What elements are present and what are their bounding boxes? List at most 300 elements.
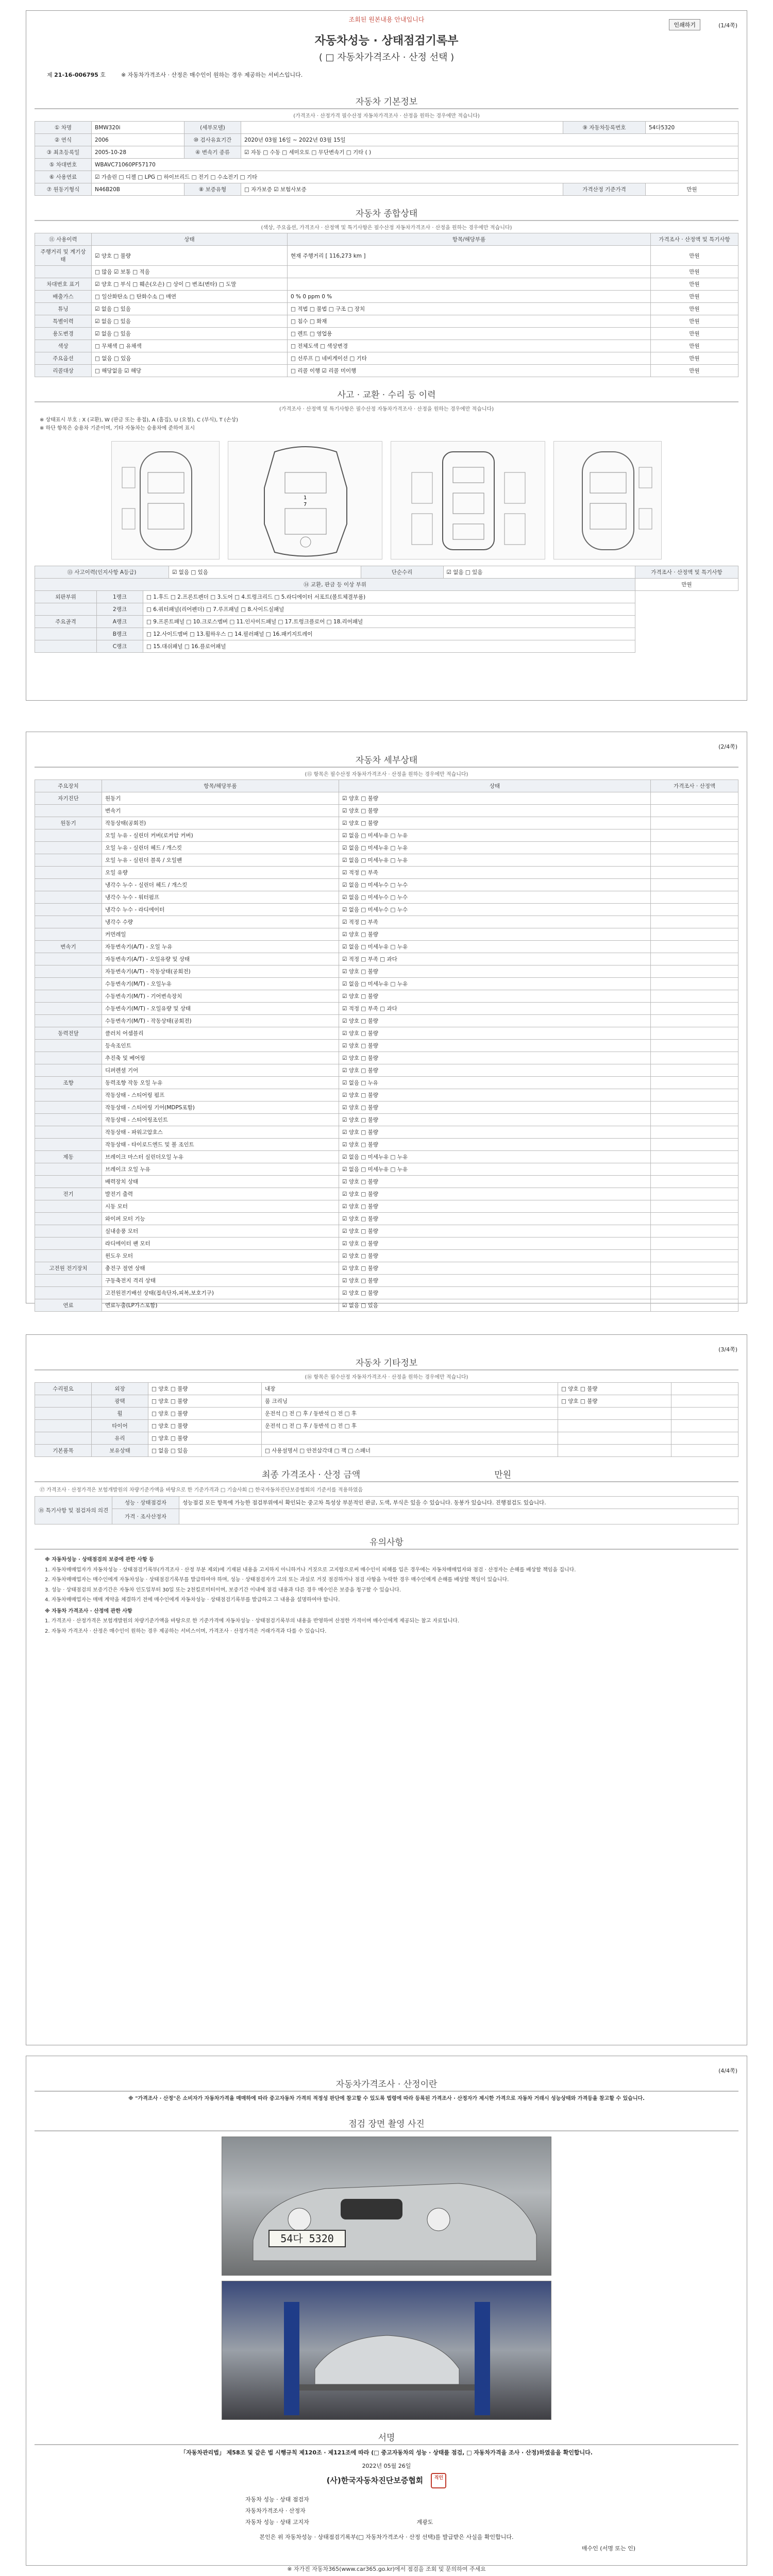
table-row xyxy=(35,1225,738,1238)
detail-price xyxy=(651,1101,738,1114)
detail-device xyxy=(35,891,102,904)
table-row xyxy=(35,1497,738,1509)
table-row xyxy=(35,1287,738,1299)
detail-price xyxy=(651,1250,738,1262)
table-row xyxy=(35,1395,738,1408)
basic-info-heading: 자동차 기본정보 xyxy=(35,91,738,109)
label-base-price: 가격산정 기준가격 xyxy=(563,183,646,196)
col-detail: 항목/해당부품 xyxy=(288,233,651,246)
detail-item: 라디에이터 팬 모터 xyxy=(102,1238,339,1250)
label-price-opinion: 가격 · 조사산정자 xyxy=(112,1509,179,1524)
rank-table xyxy=(35,578,738,653)
detail-device xyxy=(35,1114,102,1126)
overall-detail: 현재 주행거리 [ 116,273 km ] xyxy=(288,246,651,266)
label-transmission: ④ 변속기 종류 xyxy=(184,146,241,159)
other-state: □ 양호 □ 불량 xyxy=(148,1395,262,1408)
overall-detail: □ 침수 □ 화재 xyxy=(288,315,651,328)
other-note: (⑯ 항목은 필수산정 자동차가격조사 · 산정을 원하는 경우에만 적습니다) xyxy=(305,1375,468,1380)
detail-state: ☑ 양호 □ 불량 xyxy=(339,1188,651,1200)
label-accident-history: ⑬ 사고이력(인지사항 A등급) xyxy=(35,566,169,579)
table-row xyxy=(35,953,738,965)
signer-label: 자동차 성능 · 상태 점검자 xyxy=(245,2496,309,2503)
col-price: 가격조사 · 산정액 및 특기사항 xyxy=(651,233,738,246)
detail-item: 브레이크 마스터 실린더오일 누유 xyxy=(102,1151,339,1163)
table-row xyxy=(35,266,738,278)
rank-table-heading: ⑭ 교환, 판금 등 이상 부위 xyxy=(35,579,635,591)
detail-device xyxy=(35,1213,102,1225)
detail-device: 자기진단 xyxy=(35,792,102,805)
notice-heading: 자동차가격조사 · 산정이란 xyxy=(35,2074,738,2092)
overall-price: 만원 xyxy=(651,266,738,278)
detail-price xyxy=(651,904,738,916)
caution-line: 4. 자동차매매업자는 매매 계약을 체결하기 전에 매수인에게 자동차성능 · 상태점검기록부를 발급하고 그 내용을 설명하여야 합니다. xyxy=(45,1597,340,1603)
detail-device: 제동 xyxy=(35,1151,102,1163)
col-usage: ⑪ 사용이력 xyxy=(35,233,92,246)
other-item: 보유상태 xyxy=(92,1445,148,1457)
table-row xyxy=(35,1126,738,1139)
detail-item: 배력장치 상태 xyxy=(102,1176,339,1188)
label-inspector-opinion: 성능 · 상태점검자 xyxy=(112,1497,179,1509)
table-row xyxy=(242,2505,531,2516)
detail-item: 자동변속기(A/T) - 작동상태(공회전) xyxy=(102,965,339,978)
page-1 xyxy=(26,10,747,701)
table-row xyxy=(35,616,738,628)
detail-price xyxy=(651,829,738,842)
signer-table xyxy=(242,2494,531,2528)
detail-state: ☑ 양호 □ 불량 xyxy=(339,805,651,817)
detail-device: 고전원 전기장치 xyxy=(35,1262,102,1275)
value-accident-history: ☑ 없음 □ 있음 xyxy=(169,566,361,579)
overall-heading: 자동차 종합상태 xyxy=(35,203,738,221)
overall-price: 만원 xyxy=(651,278,738,291)
table-row xyxy=(35,1052,738,1064)
other-state: □ 양호 □ 불량 xyxy=(148,1432,262,1445)
detail-item: 커먼레일 xyxy=(102,928,339,941)
detail-price xyxy=(651,928,738,941)
detail-device xyxy=(35,1139,102,1151)
table-row xyxy=(35,146,738,159)
detail-device xyxy=(35,1225,102,1238)
label-engine-type: ⑦ 원동기형식 xyxy=(35,183,92,196)
detail-price xyxy=(651,965,738,978)
detail-price xyxy=(651,1126,738,1139)
other-item: 타이어 xyxy=(92,1420,148,1432)
overall-state: ☑ 없음 □ 있음 xyxy=(92,303,288,315)
table-row xyxy=(35,159,738,171)
accident-summary-table xyxy=(35,566,738,579)
table-row xyxy=(35,1250,738,1262)
caution-heading-line: ※ 자동차성능 · 상태점검의 보증에 관한 사항 등 xyxy=(45,1557,154,1563)
other-item: 외장 xyxy=(92,1383,148,1395)
table-row xyxy=(35,1383,738,1395)
other-item: 유리 xyxy=(92,1432,148,1445)
detail-state: ☑ 양호 □ 불량 xyxy=(339,990,651,1003)
detail-item: 수동변속기(M/T) - 작동상태(공회전) xyxy=(102,1015,339,1027)
other-price xyxy=(671,1432,738,1445)
overall-price: 만원 xyxy=(651,303,738,315)
detail-device xyxy=(35,867,102,879)
other-state-2: □ 양호 □ 불량 xyxy=(558,1395,671,1408)
table-row xyxy=(35,1420,738,1432)
buyer-confirmation: 본인은 위 자동차성능 · 상태점검기록부(□ 자동차가격조사 · 산정 선택)를 발급받은 사실을 확인합니다. xyxy=(259,2533,514,2540)
detail-device xyxy=(35,1238,102,1250)
detail-state: ☑ 없음 □ 미세누유 □ 누유 xyxy=(339,978,651,990)
other-price xyxy=(671,1383,738,1395)
caution-heading-line: ※ 자동차 가격조사 · 산정에 관한 사항 xyxy=(45,1608,132,1614)
table-row xyxy=(35,891,738,904)
overall-state: ☑ 양호 □ 불량 xyxy=(92,246,288,266)
detail-item: 브레이크 오일 누유 xyxy=(102,1163,339,1176)
detail-device xyxy=(35,1064,102,1077)
table-row xyxy=(35,183,738,196)
caution-text xyxy=(35,1550,738,1640)
table-row xyxy=(242,2516,531,2528)
detail-state: ☑ 양호 □ 불량 xyxy=(339,1176,651,1188)
label-detail-model: (세부모델) xyxy=(184,122,241,134)
basic-info-table xyxy=(35,121,738,196)
final-price-title: 최종 가격조사 · 산정 금액 xyxy=(261,1470,361,1480)
table-row xyxy=(35,1163,738,1176)
table-row xyxy=(35,842,738,854)
table-row xyxy=(35,278,738,291)
detail-device: 연료 xyxy=(35,1299,102,1312)
detail-state: ☑ 없음 □ 미세누유 □ 누유 xyxy=(339,854,651,867)
detail-device xyxy=(35,904,102,916)
detail-state: ☑ 적정 □ 부족 □ 과다 xyxy=(339,1003,651,1015)
other-item: 광택 xyxy=(92,1395,148,1408)
detail-state: ☑ 없음 □ 미세누유 □ 누유 xyxy=(339,829,651,842)
overall-table xyxy=(35,233,738,377)
overall-price: 만원 xyxy=(651,246,738,266)
detail-price xyxy=(651,1213,738,1225)
detail-price xyxy=(651,854,738,867)
detail-price xyxy=(651,1151,738,1163)
caution-heading: 유의사항 xyxy=(35,1532,738,1550)
value-plate-number: 54다5320 xyxy=(646,122,738,134)
detail-price xyxy=(651,1176,738,1188)
table-row xyxy=(35,1275,738,1287)
svg-text:1: 1 xyxy=(304,495,307,501)
car-on-lift-illustration xyxy=(222,2281,551,2419)
detail-state: ☑ 적정 □ 부족 □ 과다 xyxy=(339,953,651,965)
overall-detail: □ 리콜 이행 ☑ 리콜 미이행 xyxy=(288,365,651,377)
overall-item: 리콜대상 xyxy=(35,365,92,377)
car-front-photo-illustration xyxy=(222,2137,551,2275)
table-row xyxy=(35,246,738,266)
detail-item: 냉각수 누수 - 실린더 헤드 / 개스킷 xyxy=(102,879,339,891)
detail-item: 작동상태 - 파워고압호스 xyxy=(102,1126,339,1139)
doc-note: ※ 자동차가격조사 · 산정은 매수인이 원하는 경우 제공하는 서비스입니다. xyxy=(121,72,303,78)
label-special-notes: ⑱ 특기사항 및 점검자의 의견 xyxy=(35,1497,112,1524)
rank-level: A랭크 xyxy=(97,616,143,628)
col-device: 주요장치 xyxy=(35,780,102,792)
table-row xyxy=(35,1432,738,1445)
detail-price xyxy=(651,1052,738,1064)
rank-items: □ 12.사이드멤버 □ 13.휠하우스 □ 14.필러패널 □ 16.패키지트레이 xyxy=(143,628,635,640)
table-row xyxy=(35,566,738,579)
signer-name xyxy=(413,2505,469,2516)
final-price-unit: 만원 xyxy=(494,1470,512,1480)
other-state-2 xyxy=(558,1408,671,1420)
detail-price xyxy=(651,867,738,879)
detail-device xyxy=(35,1089,102,1101)
detail-state: ☑ 양호 □ 불량 xyxy=(339,1015,651,1027)
col-detail-price: 가격조사 · 산정액 xyxy=(651,780,738,792)
table-row xyxy=(35,1445,738,1457)
value-car-name: BMW320i xyxy=(92,122,184,134)
detail-item: 고전원전기배선 상태(접속단자,피복,보호기구) xyxy=(102,1287,339,1299)
page-4 xyxy=(26,2056,747,2572)
overall-item xyxy=(35,266,92,278)
detail-price xyxy=(651,1089,738,1101)
other-label xyxy=(35,1420,92,1432)
car-side-right-diagram xyxy=(553,441,662,560)
value-vin: WBAVC71060PF57170 xyxy=(92,159,738,171)
rank-level: 2랭크 xyxy=(97,603,143,616)
overall-price: 만원 xyxy=(651,340,738,352)
other-heading: 자동차 기타정보 xyxy=(35,1352,738,1370)
page-number: (2/4쪽) xyxy=(718,743,737,750)
original-notice: 조회된 원본내용 안내입니다 xyxy=(348,16,425,23)
col-detail-state: 상태 xyxy=(339,780,651,792)
detail-heading: 자동차 세부상태 xyxy=(35,750,738,768)
detail-state: ☑ 양호 □ 불량 xyxy=(339,1238,651,1250)
photo-heading: 점검 장면 촬영 사진 xyxy=(35,2113,738,2131)
other-state-2 xyxy=(558,1445,671,1457)
table-row xyxy=(35,628,738,640)
sign-heading: 서명 xyxy=(35,2427,738,2445)
detail-item: 수동변속기(M/T) - 기어변속장치 xyxy=(102,990,339,1003)
detail-state: ☑ 양호 □ 불량 xyxy=(339,1262,651,1275)
detail-price xyxy=(651,1064,738,1077)
detail-device xyxy=(35,1287,102,1299)
table-row xyxy=(35,904,738,916)
page-3 xyxy=(26,1334,747,2045)
table-row xyxy=(35,579,738,591)
overall-detail: 0 % 0 ppm 0 % xyxy=(288,291,651,303)
other-state: □ 없음 □ 있음 xyxy=(148,1445,262,1457)
detail-device xyxy=(35,990,102,1003)
table-row xyxy=(242,2494,531,2505)
table-row xyxy=(35,352,738,365)
detail-price xyxy=(651,916,738,928)
table-row xyxy=(35,315,738,328)
table-row xyxy=(35,640,738,653)
overall-state: □ 무채색 □ 유채색 xyxy=(92,340,288,352)
detail-item: 발전기 출력 xyxy=(102,1188,339,1200)
table-row xyxy=(35,1176,738,1188)
overall-price: 만원 xyxy=(651,328,738,340)
detail-price xyxy=(651,1200,738,1213)
detail-item: 수동변속기(M/T) - 오일누유 xyxy=(102,978,339,990)
detail-item: 오일 누유 - 실린더 커버(로커암 커버) xyxy=(102,829,339,842)
inspection-photo-front xyxy=(222,2137,551,2276)
caution-line: 2. 자동차 가격조사 · 산정은 매수인이 원하는 경우 제공하는 서비스이며, 가격조사 · 산정가격은 거래가격과 다를 수 있습니다. xyxy=(45,1628,327,1634)
detail-device xyxy=(35,953,102,965)
overall-price: 만원 xyxy=(651,365,738,377)
other-label xyxy=(35,1432,92,1445)
table-row xyxy=(35,817,738,829)
detail-table xyxy=(35,779,738,1312)
detail-device xyxy=(35,1126,102,1139)
table-row xyxy=(35,965,738,978)
basic-info-note: (가격조사 · 산정가격 필수산정 자동차가격조사 · 산정을 원하는 경우에만 적습니다) xyxy=(293,113,480,119)
other-item-2: 내장 xyxy=(262,1383,558,1395)
other-table xyxy=(35,1382,738,1457)
value-inspector-opinion: 성능점검 모든 항목에 가능한 점검부위에서 확인되는 중고차 특성상 부분적인 판금, 도색, 부식은 있을 수 있습니다. 동봉가 있습니다. 진행점검도 있습니다. xyxy=(179,1497,738,1509)
value-year: 2006 xyxy=(92,134,184,146)
other-state: □ 양호 □ 불량 xyxy=(148,1420,262,1432)
detail-state: ☑ 양호 □ 불량 xyxy=(339,965,651,978)
detail-item: 추진축 및 베어링 xyxy=(102,1052,339,1064)
detail-item: 와이퍼 모터 기능 xyxy=(102,1213,339,1225)
overall-detail xyxy=(288,278,651,291)
label-year: ② 연식 xyxy=(35,134,92,146)
detail-state: ☑ 없음 □ 미세누수 □ 누수 xyxy=(339,904,651,916)
overall-item: 배출가스 xyxy=(35,291,92,303)
overall-detail: □ 렌트 □ 영업용 xyxy=(288,328,651,340)
rank-level: B랭크 xyxy=(97,628,143,640)
notice-text: ※ "가격조사 · 산정"은 소비자가 자동차가격을 매매하에 따라 중고자동차 가격의 적정성 판단에 참고할 수 있도록 법령에 따라 등록된 가격조사 · 산정자가 제시한 가격으로 자동차 거래시 성능상태와 가격등을 참고할 수 있습니다. xyxy=(128,2096,645,2102)
detail-device xyxy=(35,854,102,867)
detail-state: ☑ 양호 □ 불량 xyxy=(339,1027,651,1040)
bottom-notice: ※ 자가진 자동차365(www.car365.go.kr)에서 점검을 조회 및 문의하여 주세요 xyxy=(287,2565,486,2572)
rank-items: □ 9.프론트패널 □ 10.크로스멤버 □ 11.인사이드패널 □ 17.트렁크플로어 □ 18.리어패널 xyxy=(143,616,635,628)
table-row xyxy=(35,122,738,134)
overall-price: 만원 xyxy=(651,315,738,328)
document-subtitle: ( □ 자동차가격조사 · 산정 선택 ) xyxy=(318,52,455,63)
buyer-sign: 매수인 (서명 또는 인) xyxy=(581,2545,635,2552)
table-row xyxy=(35,867,738,879)
other-price xyxy=(671,1408,738,1420)
detail-device xyxy=(35,1015,102,1027)
detail-item: 오일 누유 - 실린더 블록 / 오일팬 xyxy=(102,854,339,867)
other-state-2 xyxy=(558,1420,671,1432)
value-fuel: ☑ 가솔린 □ 디젤 □ LPG □ 하이브리드 □ 전기 □ 수소전기 □ 기타 xyxy=(92,171,738,183)
caution-line: 3. 성능 · 상태점검의 보증기간은 자동차 인도일부터 30일 또는 2천킬로미터이며, 보증기간 이내에 점검 내용과 다른 경우 매수인은 보증을 청구할 수 있습니다. xyxy=(45,1587,401,1593)
detail-price xyxy=(651,953,738,965)
col-accident-price: 가격조사 · 산정액 및 특기사항 xyxy=(635,566,738,579)
table-row xyxy=(35,928,738,941)
legend-line-1: ※ 상태표시 부호 : X (교환), W (판금 또는 용접), A (흠집), U (요철), C (부식), T (손상) xyxy=(40,417,239,423)
caution-line: 1. 가격조사 · 산정가격은 보험개발원의 차량기준가액을 바탕으로 한 기준가격에 자동차성능 · 상태점검기록부의 내용을 반영하여 산정한 가격이며 매수인에게 제공되는 참고 자료입니다. xyxy=(45,1618,459,1624)
overall-state: □ 해당없음 ☑ 해당 xyxy=(92,365,288,377)
rank-group: 주요골격 xyxy=(35,616,97,628)
table-row xyxy=(35,340,738,352)
other-label xyxy=(35,1395,92,1408)
detail-state: ☑ 양호 □ 불량 xyxy=(339,1139,651,1151)
detail-item: 냉각수 누수 - 라디에이터 xyxy=(102,904,339,916)
detail-price xyxy=(651,1287,738,1299)
col-state: 상태 xyxy=(92,233,288,246)
print-button[interactable]: 인쇄하기 xyxy=(669,19,700,30)
detail-item: 자동변속기(A/T) - 오일 누유 xyxy=(102,941,339,953)
car-side-left-diagram xyxy=(111,441,220,560)
signer-sign-slot xyxy=(469,2505,531,2516)
signer-name xyxy=(413,2494,469,2505)
detail-device xyxy=(35,842,102,854)
other-item-2 xyxy=(262,1432,558,1445)
page-number: (1/4쪽) xyxy=(718,22,737,29)
detail-state: ☑ 양호 □ 불량 xyxy=(339,1052,651,1064)
value-warranty: □ 자가보증 ☑ 보험사보증 xyxy=(241,183,563,196)
table-row xyxy=(35,1089,738,1101)
rank-items: □ 1.후드 □ 2.프론트펜더 □ 3.도어 □ 4.트렁크리드 □ 5.라디에이터 서포트(볼트체결부품) xyxy=(143,591,635,603)
other-item-2: 운전석 □ 전 □ 후 / 동반석 □ 전 □ 후 xyxy=(262,1408,558,1420)
other-state: □ 양호 □ 불량 xyxy=(148,1408,262,1420)
rank-price: 만원 xyxy=(635,579,738,591)
legend-line-2: ※ 하단 항목은 승용차 기준이며, 기타 자동차는 승용차에 준하여 표시 xyxy=(40,426,195,431)
table-row xyxy=(35,1139,738,1151)
table-row xyxy=(35,805,738,817)
detail-item: 실내송풍 모터 xyxy=(102,1225,339,1238)
detail-device xyxy=(35,1200,102,1213)
signer-label: 자동차가격조사 · 산정자 xyxy=(245,2507,306,2514)
detail-state: ☑ 없음 □ 미세누유 □ 누유 xyxy=(339,941,651,953)
detail-item: 수동변속기(M/T) - 오일유량 및 상태 xyxy=(102,1003,339,1015)
detail-device xyxy=(35,1003,102,1015)
inspection-photo-lift xyxy=(222,2281,551,2420)
value-inspection-period: 2020년 03월 16일 ~ 2022년 03월 15일 xyxy=(241,134,738,146)
detail-device xyxy=(35,1275,102,1287)
value-first-registration: 2005-10-28 xyxy=(92,146,184,159)
label-simple-repair: 단순수리 xyxy=(361,566,443,579)
table-row xyxy=(35,1262,738,1275)
detail-state: ☑ 양호 □ 불량 xyxy=(339,1126,651,1139)
other-state-2 xyxy=(558,1432,671,1445)
detail-item: 오일 유량 xyxy=(102,867,339,879)
table-header-row xyxy=(35,233,738,246)
detail-price xyxy=(651,1225,738,1238)
detail-item: 연료누출(LP가스포함) xyxy=(102,1299,339,1312)
detail-device xyxy=(35,1052,102,1064)
rank-level: C랭크 xyxy=(97,640,143,653)
detail-state: ☑ 없음 □ 미세누유 □ 누유 xyxy=(339,1151,651,1163)
doc-suffix: 호 xyxy=(100,72,106,78)
detail-state: ☑ 양호 □ 불량 xyxy=(339,1213,651,1225)
table-row xyxy=(35,978,738,990)
sign-date: 2022년 05월 26일 xyxy=(362,2462,411,2469)
signer-label: 자동차 성능 · 상태 고지자 xyxy=(245,2518,309,2526)
table-row xyxy=(35,1101,738,1114)
overall-state: □ 일산화탄소 □ 탄화수소 □ 매연 xyxy=(92,291,288,303)
detail-item: 오일 누유 - 실린더 헤드 / 개스킷 xyxy=(102,842,339,854)
detail-device xyxy=(35,1040,102,1052)
table-row xyxy=(35,1027,738,1040)
detail-price xyxy=(651,1040,738,1052)
overall-state: □ 없음 □ 있음 xyxy=(92,352,288,365)
overall-item: 특별이력 xyxy=(35,315,92,328)
overall-state: ☑ 양호 □ 부식 □ 훼손(오손) □ 상이 □ 변조(변타) □ 도말 xyxy=(92,278,288,291)
final-price-note: ⑰ 가격조사 · 산정가격은 보험개발원의 차량기준가액을 바탕으로 한 기준가격과 □ 기술사회 □ 한국자동차진단보증협회의 기준서를 적용하였음 xyxy=(40,1487,363,1493)
other-item-2: □ 사용설명서 □ 안전삼각대 □ 잭 □ 스패너 xyxy=(262,1445,558,1457)
other-price xyxy=(671,1395,738,1408)
detail-state: ☑ 없음 □ 미세누유 □ 누유 xyxy=(339,842,651,854)
detail-price xyxy=(651,1262,738,1275)
detail-state: ☑ 양호 □ 불량 xyxy=(339,1101,651,1114)
detail-device xyxy=(35,1250,102,1262)
detail-device xyxy=(35,1176,102,1188)
table-header-row xyxy=(35,780,738,792)
detail-state: ☑ 양호 □ 불량 xyxy=(339,817,651,829)
label-warranty: ⑧ 보증유형 xyxy=(184,183,241,196)
detail-device xyxy=(35,928,102,941)
detail-item: 작동상태 - 타이로드엔드 및 볼 조인트 xyxy=(102,1139,339,1151)
rank-level: 1랭크 xyxy=(97,591,143,603)
table-row xyxy=(35,1015,738,1027)
detail-price xyxy=(651,1015,738,1027)
detail-state: ☑ 적정 □ 부족 xyxy=(339,916,651,928)
